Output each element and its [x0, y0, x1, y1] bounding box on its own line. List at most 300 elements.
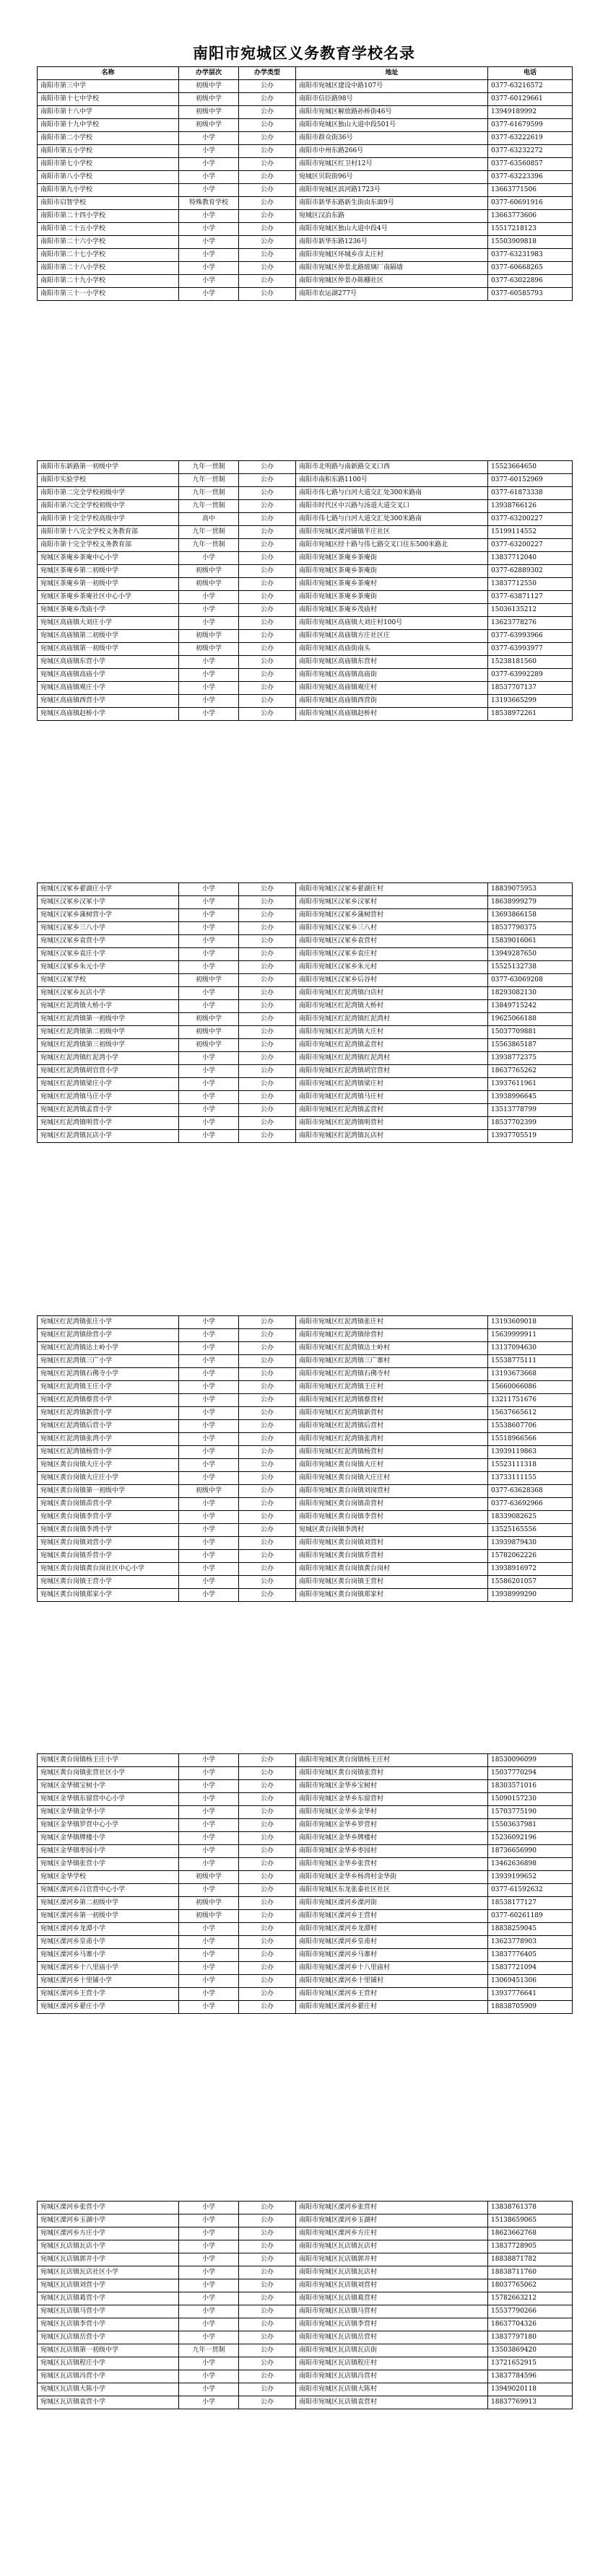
- school-table-6: [37, 2201, 573, 2409]
- phone-cell: 18623662768: [488, 2227, 573, 2240]
- school-name-cell: 南阳市第七小学校: [38, 158, 179, 171]
- type-cell: 公办: [239, 223, 296, 236]
- type-cell: 公办: [239, 249, 296, 262]
- address-cell: 宛城区黄台岗镇李湾村: [296, 1524, 488, 1537]
- table-row: [38, 80, 573, 93]
- table-row: [38, 669, 573, 682]
- level-cell: 小学: [179, 2202, 239, 2214]
- level-cell: 小学: [179, 1563, 239, 1576]
- school-name-cell: 南阳市第十八完全学校义务教育部: [38, 526, 179, 539]
- type-cell: 公办: [239, 1832, 296, 1845]
- phone-cell: 13939119863: [488, 1446, 573, 1459]
- phone-cell: 18537702399: [488, 1117, 573, 1130]
- table-row: [38, 1780, 573, 1793]
- phone-cell: 15199114552: [488, 526, 573, 539]
- address-cell: 南阳市宛城区溧河乡张营村: [296, 2202, 488, 2214]
- school-name-cell: 宛城区瓦店镇第一初级中学: [38, 2344, 179, 2357]
- school-name-cell: 宛城区溧河乡翟庄小学: [38, 2001, 179, 2014]
- type-cell: 公办: [239, 158, 296, 171]
- phone-cell: 15538775111: [488, 1355, 573, 1368]
- type-cell: 公办: [239, 1459, 296, 1472]
- school-name-cell: 南阳市东新路第一初级中学: [38, 461, 179, 474]
- table-row: [38, 2318, 573, 2331]
- type-cell: 公办: [239, 1871, 296, 1884]
- type-cell: 公办: [239, 1511, 296, 1524]
- table-row: [38, 1052, 573, 1065]
- type-cell: 公办: [239, 974, 296, 987]
- level-cell: 特殊教育学校: [179, 197, 239, 210]
- address-cell: 南阳市宛城区黄台岗镇张营村: [296, 1767, 488, 1780]
- address-cell: 南阳市宛城区红泥湾镇大桥村: [296, 1000, 488, 1013]
- level-cell: 小学: [179, 1459, 239, 1472]
- type-cell: 公办: [239, 1130, 296, 1143]
- address-cell: 南阳市宛城区茶庵乡茶庵村: [296, 578, 488, 591]
- phone-cell: 0377-63231983: [488, 249, 573, 262]
- table-row: [38, 896, 573, 909]
- table-row: [38, 1524, 573, 1537]
- address-cell: 南阳市宛城区红泥湾镇孟营村: [296, 1039, 488, 1052]
- school-name-cell: 宛城区汉冢乡蒲树营小学: [38, 909, 179, 922]
- phone-cell: 15782663212: [488, 2292, 573, 2305]
- phone-cell: 13623778903: [488, 1936, 573, 1949]
- address-cell: 南阳市宛城区金华乡东留营村: [296, 1793, 488, 1806]
- address-cell: 南阳市宛城区茶庵乡茶庵街: [296, 591, 488, 604]
- phone-cell: 0377-62889302: [488, 565, 573, 578]
- table-row: [38, 1381, 573, 1394]
- address-cell: 南阳市宛城区汉冢乡后谷村: [296, 974, 488, 987]
- table-row: [38, 1039, 573, 1052]
- phone-cell: 0377-63560857: [488, 158, 573, 171]
- table-row: [38, 2396, 573, 2409]
- address-cell: 南阳市宛城区红泥湾镇白店村: [296, 987, 488, 1000]
- school-name-cell: 宛城区汉冢乡朱元小学: [38, 961, 179, 974]
- table-row: [38, 474, 573, 487]
- table-row: [38, 171, 573, 184]
- table-row: [38, 487, 573, 500]
- table-row: [38, 708, 573, 721]
- school-name-cell: 宛城区茶庵乡第一初级中学: [38, 578, 179, 591]
- phone-cell: 13937705519: [488, 1130, 573, 1143]
- table-row: [38, 1013, 573, 1026]
- school-name-cell: 宛城区黄台岗镇李营小学: [38, 1511, 179, 1524]
- address-cell: 南阳市宛城区溧河乡龙潭村: [296, 1923, 488, 1936]
- table-row: [38, 643, 573, 656]
- type-cell: 公办: [239, 1368, 296, 1381]
- phone-cell: 13721652915: [488, 2357, 573, 2370]
- table-row: [38, 1576, 573, 1589]
- phone-cell: 0377-63992289: [488, 669, 573, 682]
- phone-cell: 0377-60152969: [488, 474, 573, 487]
- table-row: [38, 106, 573, 119]
- table-header-row: [38, 67, 573, 80]
- address-cell: 南阳市新华东路新生街由东面9号: [296, 197, 488, 210]
- school-name-cell: 宛城区黄台岗镇苗营小学: [38, 1498, 179, 1511]
- address-cell: 南阳市宛城区红泥湾镇胡官营村: [296, 1065, 488, 1078]
- type-cell: 公办: [239, 669, 296, 682]
- level-cell: 初级中学: [179, 1897, 239, 1910]
- type-cell: 公办: [239, 2383, 296, 2396]
- type-cell: 公办: [239, 106, 296, 119]
- address-cell: 宛城区汉冶东路: [296, 210, 488, 223]
- level-cell: 小学: [179, 2383, 239, 2396]
- type-cell: 公办: [239, 1485, 296, 1498]
- address-cell: 南阳市宛城区瓦店镇刘营村: [296, 2279, 488, 2292]
- school-name-cell: 宛城区黄台岗镇郑家小学: [38, 1589, 179, 1602]
- level-cell: 小学: [179, 2240, 239, 2253]
- type-cell: 公办: [239, 2214, 296, 2227]
- address-cell: 南阳市宛城区金华乡杨湾村金华街: [296, 1871, 488, 1884]
- table-body: [38, 461, 573, 721]
- phone-cell: 15525132738: [488, 961, 573, 974]
- type-cell: 公办: [239, 935, 296, 948]
- school-name-cell: 宛城区黄台岗镇王营小学: [38, 1576, 179, 1589]
- school-name-cell: 宛城区溧河乡龙潭小学: [38, 1923, 179, 1936]
- address-cell: 南阳市宛城区溧河铺镇半庄社区: [296, 526, 488, 539]
- school-name-cell: 南阳市第十完全学校高级中学: [38, 513, 179, 526]
- type-cell: 公办: [239, 2305, 296, 2318]
- school-name-cell: 宛城区瓦店镇瓦店小学: [38, 2240, 179, 2253]
- phone-cell: 18538177127: [488, 1897, 573, 1910]
- school-name-cell: 宛城区瓦店镇葛营小学: [38, 2292, 179, 2305]
- school-name-cell: 南阳市第二十八小学校: [38, 262, 179, 275]
- address-cell: 南阳市宛城区红泥湾镇张湾村: [296, 1433, 488, 1446]
- phone-cell: 13939879430: [488, 1537, 573, 1550]
- phone-cell: 0377-60691916: [488, 197, 573, 210]
- phone-cell: 0377-63200227: [488, 539, 573, 552]
- type-cell: 公办: [239, 1962, 296, 1975]
- phone-cell: 0377-60585793: [488, 288, 573, 301]
- table-row: [38, 132, 573, 145]
- level-cell: 小学: [179, 2305, 239, 2318]
- level-cell: 小学: [179, 591, 239, 604]
- school-name-cell: 宛城区溧河乡第二初级中学: [38, 1897, 179, 1910]
- address-cell: 南阳市宛城区瓦店镇大陈村: [296, 2383, 488, 2396]
- table-row: [38, 2383, 573, 2396]
- level-cell: 小学: [179, 275, 239, 288]
- page-title: 南阳市宛城区义务教育学校名录: [193, 45, 415, 62]
- address-cell: 南阳市伟七路与白河大道交汇处300米路南: [296, 513, 488, 526]
- table-row: [38, 987, 573, 1000]
- school-name-cell: 宛城区高庙镇西营小学: [38, 695, 179, 708]
- address-cell: 南阳市宛城区汉冢乡袁庄村: [296, 948, 488, 961]
- type-cell: 公办: [239, 1576, 296, 1589]
- address-cell: 南阳市宛城区瓦店镇马营村: [296, 2305, 488, 2318]
- phone-cell: 0377-63232272: [488, 145, 573, 158]
- type-cell: 公办: [239, 539, 296, 552]
- school-name-cell: 宛城区高庙镇观庄小学: [38, 682, 179, 695]
- school-name-cell: 宛城区瓦店镇郭井小学: [38, 2253, 179, 2266]
- address-cell: 南阳市宛城区红泥湾镇石佛寺村: [296, 1368, 488, 1381]
- level-cell: 初级中学: [179, 80, 239, 93]
- phone-cell: 0377-63993966: [488, 630, 573, 643]
- school-name-cell: 宛城区金华镇张营小学: [38, 1858, 179, 1871]
- type-cell: 公办: [239, 2318, 296, 2331]
- table-row: [38, 158, 573, 171]
- phone-cell: 15503637981: [488, 1819, 573, 1832]
- type-cell: 公办: [239, 2292, 296, 2305]
- level-cell: 初级中学: [179, 1910, 239, 1923]
- type-cell: 公办: [239, 909, 296, 922]
- type-cell: 公办: [239, 1949, 296, 1962]
- level-cell: 小学: [179, 604, 239, 617]
- school-name-cell: 宛城区溧河乡方庄小学: [38, 2227, 179, 2240]
- phone-cell: 15518966566: [488, 1433, 573, 1446]
- table-row: [38, 1368, 573, 1381]
- table-row: [38, 909, 573, 922]
- table-row: [38, 1065, 573, 1078]
- type-cell: 公办: [239, 2001, 296, 2014]
- phone-cell: 13837776405: [488, 1949, 573, 1962]
- level-cell: 小学: [179, 1368, 239, 1381]
- type-cell: 公办: [239, 184, 296, 197]
- address-cell: 南阳市信臣路98号: [296, 93, 488, 106]
- address-cell: 南阳市宛城区东龙张泰社区社区: [296, 1884, 488, 1897]
- school-name-cell: 宛城区红泥湾镇张湾小学: [38, 1433, 179, 1446]
- school-name-cell: 宛城区高庙镇第二初级中学: [38, 630, 179, 643]
- phone-cell: 15537790266: [488, 2305, 573, 2318]
- type-cell: 公办: [239, 883, 296, 896]
- type-cell: 公办: [239, 1446, 296, 1459]
- phone-cell: 13949287650: [488, 948, 573, 961]
- phone-cell: 0377-63628368: [488, 1485, 573, 1498]
- table-row: [38, 591, 573, 604]
- school-name-cell: 宛城区茶庵乡茂庙小学: [38, 604, 179, 617]
- type-cell: 公办: [239, 1819, 296, 1832]
- type-cell: 公办: [239, 1936, 296, 1949]
- level-cell: 小学: [179, 1498, 239, 1511]
- header-name: 名称: [38, 67, 179, 80]
- table-row: [38, 2331, 573, 2344]
- address-cell: 南阳市宛城区解放路孙桥街46号: [296, 106, 488, 119]
- table-row: [38, 1000, 573, 1013]
- table-row: [38, 1104, 573, 1117]
- school-name-cell: 南阳市第三十一小学校: [38, 288, 179, 301]
- phone-cell: 18838871782: [488, 2253, 573, 2266]
- address-cell: 南阳市宛城区黄台岗镇郑家村: [296, 1589, 488, 1602]
- level-cell: 九年一贯制: [179, 461, 239, 474]
- school-table-1: [37, 66, 573, 301]
- address-cell: 南阳市宛城区红泥湾镇张庄村: [296, 1316, 488, 1329]
- level-cell: 小学: [179, 1511, 239, 1524]
- table-row: [38, 2266, 573, 2279]
- school-name-cell: 宛城区瓦店镇岳营小学: [38, 2331, 179, 2344]
- level-cell: 初级中学: [179, 1039, 239, 1052]
- table-row: [38, 1407, 573, 1420]
- type-cell: 公办: [239, 262, 296, 275]
- level-cell: 小学: [179, 1472, 239, 1485]
- level-cell: 小学: [179, 1832, 239, 1845]
- school-name-cell: 宛城区汉冢乡袁营小学: [38, 935, 179, 948]
- type-cell: 公办: [239, 1039, 296, 1052]
- address-cell: 南阳市宛城区瓦店镇瓦店村: [296, 2240, 488, 2253]
- type-cell: 公办: [239, 1407, 296, 1420]
- level-cell: 小学: [179, 145, 239, 158]
- address-cell: 南阳市宛城区金华乡宝树村: [296, 1780, 488, 1793]
- phone-cell: 13938996645: [488, 1091, 573, 1104]
- table-row: [38, 526, 573, 539]
- level-cell: 九年一贯制: [179, 539, 239, 552]
- school-name-cell: 宛城区黄台岗镇杨王庄小学: [38, 1754, 179, 1767]
- table-row: [38, 2292, 573, 2305]
- school-name-cell: 宛城区高庙镇赵桥小学: [38, 708, 179, 721]
- school-name-cell: 宛城区黄台岗镇张营社区小学: [38, 1767, 179, 1780]
- school-name-cell: 宛城区红泥湾镇大桥小学: [38, 1000, 179, 1013]
- table-row: [38, 682, 573, 695]
- level-cell: 小学: [179, 1962, 239, 1975]
- phone-cell: 18537707137: [488, 682, 573, 695]
- school-name-cell: 宛城区红泥湾镇梁庄小学: [38, 1078, 179, 1091]
- level-cell: 小学: [179, 909, 239, 922]
- phone-cell: 15538607706: [488, 1420, 573, 1433]
- type-cell: 公办: [239, 708, 296, 721]
- phone-cell: 15839016061: [488, 935, 573, 948]
- address-cell: 南阳市宛城区红泥湾镇红泥湾村: [296, 1052, 488, 1065]
- address-cell: 南阳市宛城区瓦店镇程庄村: [296, 2357, 488, 2370]
- type-cell: 公办: [239, 526, 296, 539]
- table-row: [38, 93, 573, 106]
- level-cell: 初级中学: [179, 630, 239, 643]
- level-cell: 小学: [179, 236, 239, 249]
- table-row: [38, 1459, 573, 1472]
- table-row: [38, 1537, 573, 1550]
- header-address: 地址: [296, 67, 488, 80]
- address-cell: 南阳市宛城区金华乡牌楼村: [296, 1832, 488, 1845]
- table-row: [38, 1550, 573, 1563]
- level-cell: 小学: [179, 1130, 239, 1143]
- type-cell: 公办: [239, 288, 296, 301]
- school-table-5: [37, 1753, 573, 2014]
- type-cell: 公办: [239, 591, 296, 604]
- table-row: [38, 695, 573, 708]
- type-cell: 公办: [239, 2331, 296, 2344]
- table-row: [38, 145, 573, 158]
- phone-cell: 13623778276: [488, 617, 573, 630]
- level-cell: 小学: [179, 552, 239, 565]
- level-cell: 小学: [179, 2396, 239, 2409]
- phone-cell: 13837712040: [488, 552, 573, 565]
- school-name-cell: 宛城区瓦店镇刘营小学: [38, 2279, 179, 2292]
- table-row: [38, 1078, 573, 1091]
- phone-cell: 13837712550: [488, 578, 573, 591]
- table-row: [38, 1472, 573, 1485]
- school-name-cell: 宛城区高庙镇大刘庄小学: [38, 617, 179, 630]
- phone-cell: 0377-63222619: [488, 132, 573, 145]
- level-cell: 小学: [179, 1767, 239, 1780]
- school-name-cell: 宛城区金华镇罗营中心小学: [38, 1819, 179, 1832]
- address-cell: 南阳市宛城区红泥湾镇红泥湾村: [296, 1013, 488, 1026]
- school-name-cell: 宛城区黄台岗镇刘营小学: [38, 1537, 179, 1550]
- table-body: [38, 1316, 573, 1602]
- school-name-cell: 宛城区瓦店镇瓦店社区小学: [38, 2266, 179, 2279]
- phone-cell: 18837769913: [488, 2396, 573, 2409]
- table-row: [38, 2253, 573, 2266]
- table-row: [38, 578, 573, 591]
- table-row: [38, 1589, 573, 1602]
- table-row: [38, 513, 573, 526]
- phone-cell: 15637665612: [488, 1407, 573, 1420]
- type-cell: 公办: [239, 1329, 296, 1342]
- level-cell: 小学: [179, 210, 239, 223]
- phone-cell: 13069451306: [488, 1975, 573, 1988]
- school-name-cell: 南阳市第八小学校: [38, 171, 179, 184]
- table-row: [38, 922, 573, 935]
- phone-cell: 15517218123: [488, 223, 573, 236]
- type-cell: 公办: [239, 2279, 296, 2292]
- level-cell: 初级中学: [179, 643, 239, 656]
- header-phone: 电话: [488, 67, 573, 80]
- phone-cell: 13849715242: [488, 1000, 573, 1013]
- header-type: 办学类型: [239, 67, 296, 80]
- school-table-4: [37, 1315, 573, 1602]
- level-cell: 小学: [179, 656, 239, 669]
- phone-cell: 18736656990: [488, 1845, 573, 1858]
- school-name-cell: 宛城区汉冢乡翟湖庄小学: [38, 883, 179, 896]
- level-cell: 初级中学: [179, 93, 239, 106]
- school-name-cell: 宛城区瓦店镇马营小学: [38, 2305, 179, 2318]
- school-name-cell: 宛城区金华镇牌楼小学: [38, 1832, 179, 1845]
- type-cell: 公办: [239, 197, 296, 210]
- table-row: [38, 1091, 573, 1104]
- phone-cell: 13193609018: [488, 1316, 573, 1329]
- type-cell: 公办: [239, 119, 296, 132]
- school-name-cell: 南阳市第九小学校: [38, 184, 179, 197]
- phone-cell: 13733111155: [488, 1472, 573, 1485]
- address-cell: 南阳市宛城区溧河乡王营村: [296, 1910, 488, 1923]
- table-row: [38, 935, 573, 948]
- phone-cell: 15238181560: [488, 656, 573, 669]
- school-name-cell: 宛城区红泥湾镇明营小学: [38, 1117, 179, 1130]
- level-cell: 小学: [179, 2292, 239, 2305]
- type-cell: 公办: [239, 1026, 296, 1039]
- type-cell: 公办: [239, 1897, 296, 1910]
- phone-cell: 0377-60129661: [488, 93, 573, 106]
- type-cell: 公办: [239, 1858, 296, 1871]
- phone-cell: 13838761378: [488, 2202, 573, 2214]
- address-cell: 南阳市宛城区红泥湾镇瓦店村: [296, 1130, 488, 1143]
- type-cell: 公办: [239, 1078, 296, 1091]
- type-cell: 公办: [239, 275, 296, 288]
- level-cell: 小学: [179, 669, 239, 682]
- table-row: [38, 1767, 573, 1780]
- address-cell: 南阳市宛城区红泥湾镇马庄村: [296, 1091, 488, 1104]
- phone-cell: 0377-63993977: [488, 643, 573, 656]
- phone-cell: 19625066188: [488, 1013, 573, 1026]
- address-cell: 南阳市宛城区溧河乡翟庄村: [296, 2001, 488, 2014]
- table-row: [38, 1130, 573, 1143]
- level-cell: 初级中学: [179, 974, 239, 987]
- type-cell: 公办: [239, 1104, 296, 1117]
- type-cell: 公办: [239, 93, 296, 106]
- phone-cell: 13938766126: [488, 500, 573, 513]
- school-name-cell: 宛城区溧河乡吕官营中心小学: [38, 1884, 179, 1897]
- table-body: [38, 80, 573, 301]
- phone-cell: 15036135212: [488, 604, 573, 617]
- phone-cell: 18339082625: [488, 1511, 573, 1524]
- address-cell: 南阳市宛城区黄台岗镇苗营村: [296, 1498, 488, 1511]
- level-cell: 小学: [179, 1975, 239, 1988]
- school-name-cell: 宛城区高庙镇高庙小学: [38, 669, 179, 682]
- address-cell: 南阳市宛城区汉冢乡三八村: [296, 922, 488, 935]
- school-name-cell: 宛城区汉冢乡袁庄小学: [38, 948, 179, 961]
- level-cell: 小学: [179, 1446, 239, 1459]
- school-name-cell: 宛城区溧河乡王营小学: [38, 1988, 179, 2001]
- table-row: [38, 617, 573, 630]
- address-cell: 南阳市宛城区黄台岗镇乔营村: [296, 1550, 488, 1563]
- address-cell: 南阳市宛城区瓦店镇李营村: [296, 2318, 488, 2331]
- type-cell: 公办: [239, 1910, 296, 1923]
- phone-cell: 13938999290: [488, 1589, 573, 1602]
- school-name-cell: 宛城区溧河乡皇甫小学: [38, 1936, 179, 1949]
